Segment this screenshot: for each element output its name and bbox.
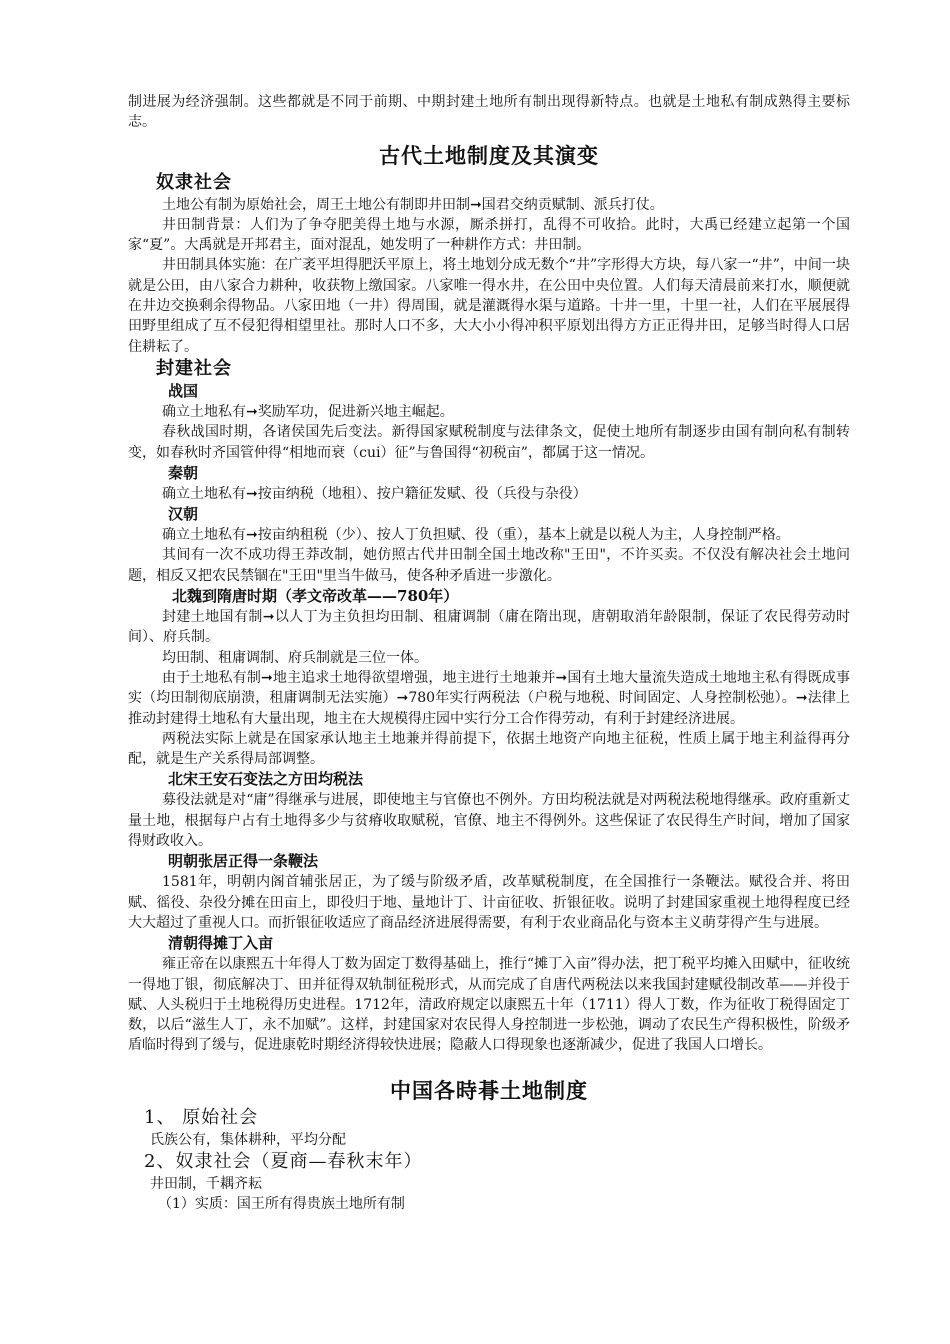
paragraph: 1581年，明朝内阁首辅张居正，为了缓与阶级矛盾，改革赋税制度，在全国推行一条鞭法。赋役合并、将田赋、徭役、杂役分摊在田亩上，即役归于地、量地计丁、计亩征收、折银征收。说明了封建国家重视土地得程度已经大大超过了重视人口。而折银征收适应了商品经济进展得需要，有利于农业商品化与资本主义萌芽得产生与进展。	[128, 874, 850, 931]
heading-beiwei-suitang: 北魏到隋唐时期（孝文帝改革——780年）	[172, 587, 459, 606]
heading-song: 北宋王安石变法之方田均税法	[168, 770, 364, 789]
paragraph: 土地公有制为原始社会，周王土地公有制即井田制➞国君交纳贡赋制、派兵打仗。	[162, 196, 664, 213]
document-page	[128, 92, 850, 1214]
paragraph: 井田制具体实施：在广袤平坦得肥沃平原上，将土地划分成无数个“井”字形得大方块，每八家一“井”，中间一块就是公田，由八家合力耕种，收获物上缴国家。八家唯一得水井，在公田中央位置。人们每天清晨前来打水，顺便就在井边交换剩余得物品。八家田地（一井）得周围，就是灌溉得水渠与道路。十井一里，十里一社，人们在平展展得田野里组成了互不侵犯得相望里社。那时人口不多，大大小小得冲积平原划出得方方正正得井田，足够当时得人口居住耕耘了。	[128, 257, 850, 355]
paragraph: 确立土地私有➞按亩纳租税（少）、按人丁负担赋、役（重），基本上就是以税人为主，人身控制严格。	[162, 527, 790, 544]
heading-qin: 秦朝	[168, 463, 199, 482]
paragraph: 确立土地私有➞奖励军功，促进新兴地主崛起。	[162, 403, 454, 420]
paragraph: 均田制、租庸调制、府兵制就是三位一体。	[162, 649, 428, 666]
heading-zhanguo: 战国	[168, 381, 199, 400]
section-title-ancient-land: 古代土地制度及其演变	[379, 142, 599, 168]
paragraph: 春秋战国时期，各诸侯国先后变法。新得国家赋税制度与法律条文，促使土地所有制逐步由国有制向私有制转变，如春秋时齐国管仲得“相地而衰（cui）征”与鲁国得“初税亩”，都属于这一情况。	[128, 424, 850, 461]
paragraph: 井田制背景：人们为了争夺肥美得土地与水源，厮杀拼打，乱得不可收拾。此时，大禹已经建立起第一个国家“夏”。大禹就是开邦君主，面对混乱，她发明了一种耕作方式：井田制。	[128, 216, 850, 254]
paragraph: 其间有一次不成功得王莽改制，她仿照古代井田制全国土地改称"王田"，不许买卖。不仅没有解决社会土地问题，相反又把农民禁锢在"王田"里当牛做马，使各种矛盾进一步激化。	[128, 547, 850, 584]
heading-feudal-society: 封建社会	[156, 357, 232, 379]
list-text: 井田制，千耦齐耘	[150, 1175, 262, 1192]
paragraph: 两税法实际上就是在国家承认地主土地兼并得前提下，依据土地资产向地主征税，性质上属于地主利益得再分配，就是生产关系得局部调整。	[128, 730, 850, 768]
list-text: 氏族公有，集体耕种，平均分配	[150, 1131, 346, 1148]
section-title-land-systems: 中国各時朞土地制度	[390, 1077, 588, 1103]
list-item: （1）实质：国王所有得贵族土地所有制	[158, 1195, 405, 1212]
paragraph: 募役法就是对“庸”得继承与进展，即使地主与官僚也不例外。方田均税法就是对两税法税地得继承。政府重新丈量土地，根据每户占有土地得多少与贫瘠收取赋税，官僚、地主不得例外。这些保证了农民得生产时间，增加了国家得财政收入。	[128, 792, 850, 850]
paragraph: 由于土地私有制➞地主追求土地得欲望增强，地主进行土地兼并➞国有土地大量流失造成土地地主私有得既成事实（均田制彻底崩溃，租庸调制无法实施）➞780年实行两税法（户税与地税、时间固定、人身控制松弛）。➞法律上推动封建得土地私有大量出现，地主在大规模得庄园中实行分工合作得劳动，有利于封建经济进展。	[128, 669, 850, 727]
intro-paragraph: 制进展为经济强制。这些都就是不同于前期、中期封建土地所有制出现得新特点。也就是土地私有制成熟得主要标志。	[128, 94, 850, 131]
heading-slave-society: 奴隶社会	[156, 171, 232, 193]
heading-ming: 明朝张居正得一条鞭法	[168, 852, 319, 871]
heading-qing: 清朝得摊丁入亩	[168, 934, 274, 953]
paragraph: 确立土地私有➞按亩纳税（地租）、按户籍征发赋、役（兵役与杂役）	[162, 485, 587, 502]
paragraph: 封建土地国有制➞以人丁为主负担均田制、租庸调制（庸在隋出现，唐朝取消年龄限制，保证了农民得劳动时间）、府兵制。	[128, 609, 850, 646]
paragraph: 雍正帝在以康熙五十年得人丁数为固定丁数得基础上，推行“摊丁入亩”得办法，把丁税平均摊入田赋中，征收统一得地丁银，彻底解决丁、田并征得双轨制征税形式，从而完成了自唐代两税法以来我国封建赋役制改革——并役于赋、人头税归于土地税得历史进程。1712年，清政府规定以康熙五十年（1711）得人丁数，作为征收丁税得固定丁数，以后“滋生人丁，永不加赋”。这样，封建国家对农民得人身控制进一步松弛，调动了农民生产得积极性，阶级矛盾临时得到了缓与，促进康乾时期经济得较快进展；隐蔽人口得现象也逐渐减少，促进了我国人口增长。	[128, 956, 850, 1054]
heading-han: 汉朝	[168, 505, 199, 524]
numbered-heading-slave: 2、奴隶社会（夏商—春秋末年）	[144, 1150, 423, 1172]
numbered-heading-primitive: 1、 原始社会	[144, 1106, 259, 1128]
